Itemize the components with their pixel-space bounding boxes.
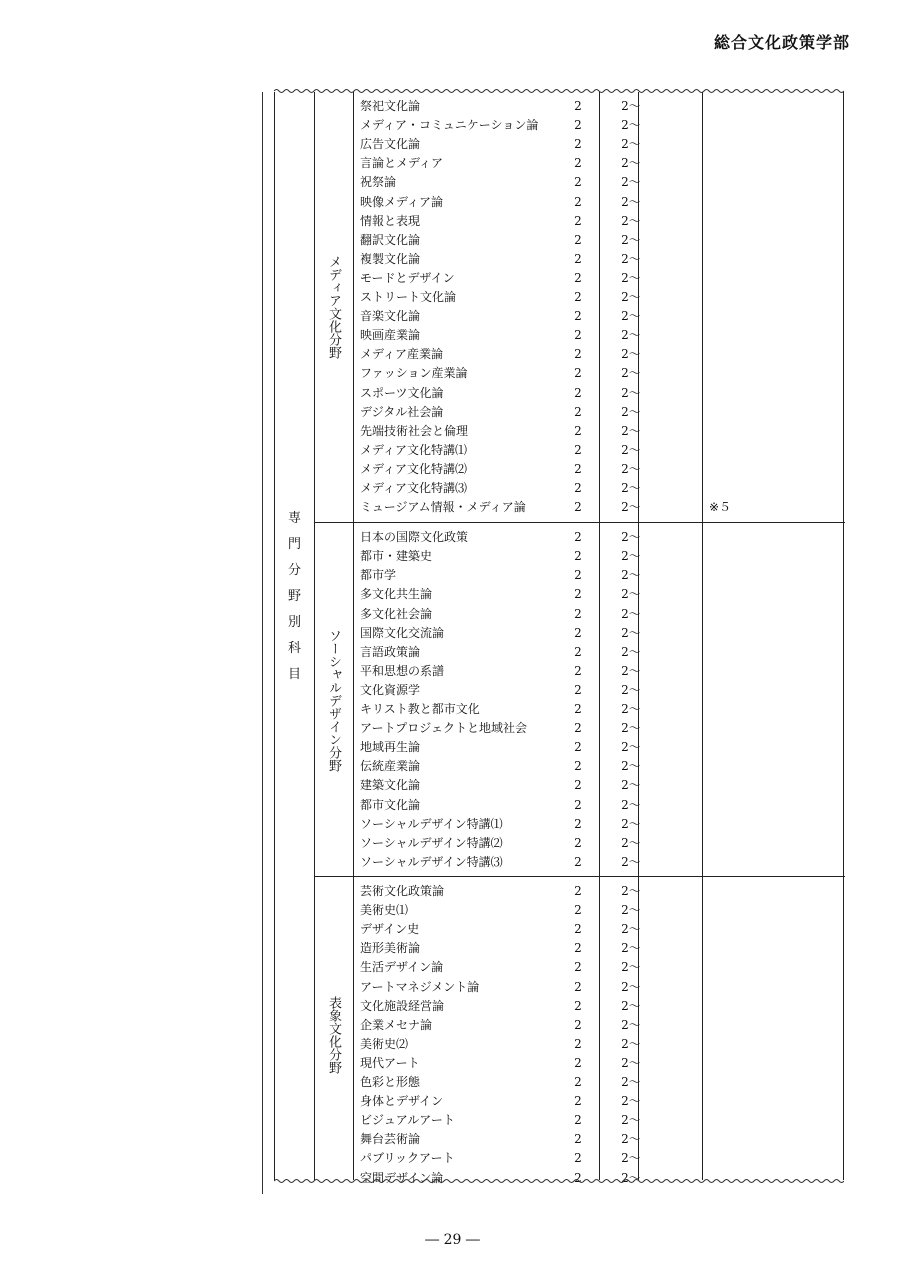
course-credit: 2 [574, 481, 582, 495]
course-year: 2～ [621, 1036, 641, 1051]
course-year: 2～ [621, 251, 641, 266]
course-year: 2～ [621, 1151, 641, 1166]
course-name: 舞台芸術論 [360, 1132, 421, 1147]
course-year: 2～ [621, 385, 641, 400]
course-name: 映画産業論 [360, 328, 421, 343]
course-name: 都市文化論 [360, 797, 421, 812]
course-year: 2～ [621, 270, 641, 285]
course-year: 2～ [621, 442, 641, 457]
course-year: 2～ [621, 137, 641, 152]
table-row [314, 700, 845, 719]
course-credit: 2 [574, 270, 582, 285]
course-name: 多文化社会論 [360, 606, 433, 621]
table-row [314, 441, 845, 460]
course-year: 2～ [621, 835, 641, 850]
course-credit: 2 [574, 137, 582, 152]
course-credit: 2 [574, 1170, 582, 1185]
table-row [314, 624, 845, 643]
course-name: ミュージアム情報・メディア論 [360, 500, 526, 515]
table-row [314, 1073, 845, 1092]
course-credit: 2 [574, 702, 582, 717]
table-row [314, 853, 845, 872]
course-credit: 2 [574, 1055, 582, 1070]
course-credit: 2 [574, 1036, 582, 1051]
table-row [314, 978, 845, 997]
table-grid [274, 92, 844, 1185]
course-year: 2～ [621, 461, 641, 476]
course-name: 言語政策論 [360, 644, 421, 659]
course-year: 2～ [621, 1055, 641, 1070]
course-credit: 2 [574, 309, 582, 324]
course-year: 2～ [621, 778, 641, 793]
course-name: モードとデザイン [360, 270, 455, 285]
table-row [314, 422, 845, 441]
category-label [275, 92, 314, 1180]
table-row [314, 528, 845, 547]
course-name: 空間デザイン論 [360, 1170, 444, 1185]
course-name: 生活デザイン論 [360, 960, 444, 975]
table-row [314, 920, 845, 939]
course-year: 2～ [621, 960, 641, 975]
table-row [314, 566, 845, 585]
course-year: 2～ [621, 854, 641, 869]
course-credit: 2 [574, 922, 582, 937]
course-year: 2～ [621, 1075, 641, 1089]
course-year: 2～ [621, 816, 641, 831]
section-1 [314, 92, 845, 522]
course-name: 美術史⑵ [360, 1036, 409, 1051]
course-credit: 2 [574, 587, 582, 602]
page-number: ― 29 ― [425, 1232, 480, 1248]
course-credit: 2 [574, 1094, 582, 1109]
course-year: 2～ [621, 740, 641, 755]
course-name: キリスト教と都市文化 [360, 702, 480, 717]
course-name: 芸術文化政策論 [360, 884, 445, 898]
course-year: 2～ [621, 721, 641, 736]
course-year: 2～ [621, 797, 641, 812]
course-year: 2～ [621, 941, 641, 956]
course-name: メディア文化特講⑴ [360, 442, 468, 457]
course-credit: 2 [574, 290, 582, 304]
course-name: 複製文化論 [360, 251, 421, 266]
course-year: 2～ [621, 568, 641, 583]
course-year: 2～ [621, 175, 641, 190]
table-row [314, 403, 845, 422]
course-name: ソーシャルデザイン特講⑶ [360, 854, 503, 869]
faculty-header: 総合文化政策学部 [713, 33, 850, 52]
course-year: 2～ [621, 587, 641, 602]
table-row [314, 547, 845, 566]
course-year: 2～ [621, 759, 641, 774]
table-row [314, 154, 845, 173]
course-year: 2～ [621, 309, 641, 324]
course-name: 伝統産業論 [360, 759, 421, 774]
course-year: 2～ [621, 549, 641, 564]
course-name: 建築文化論 [360, 778, 421, 793]
course-name: 先端技術社会と倫理 [360, 423, 469, 438]
category-char: 科 [287, 641, 301, 656]
course-year: 2～ [621, 423, 641, 438]
table-row [314, 1149, 845, 1168]
course-name: 色彩と形態 [360, 1075, 421, 1089]
course-year: 2～ [621, 404, 641, 419]
course-credit: 2 [574, 759, 582, 774]
course-year: 2～ [621, 922, 641, 937]
course-name: 広告文化論 [360, 137, 421, 152]
course-name: 都市・建築史 [360, 549, 433, 564]
course-year: 2～ [621, 1113, 641, 1128]
course-year: 2～ [621, 328, 641, 343]
table-row [314, 364, 845, 383]
table-row [314, 116, 845, 135]
course-year: 2～ [621, 1170, 641, 1185]
course-name: ビジュアルアート [360, 1113, 455, 1128]
table-row [314, 776, 845, 795]
course-year: 2～ [621, 99, 641, 113]
course-credit: 2 [574, 998, 582, 1013]
course-name: 国際文化交流論 [360, 625, 445, 640]
course-year: 2～ [621, 644, 641, 659]
course-year: 2～ [621, 903, 641, 918]
course-year: 2～ [621, 702, 641, 717]
course-credit: 2 [574, 797, 582, 812]
course-name: 現代アート [360, 1055, 420, 1070]
course-year: 2～ [621, 530, 641, 545]
course-credit: 2 [574, 366, 582, 381]
course-credit: 2 [574, 156, 582, 171]
course-year: 2～ [621, 500, 641, 515]
course-name: 祭祀文化論 [360, 99, 421, 113]
category-char: 門 [287, 537, 301, 552]
course-year: 2～ [621, 290, 641, 304]
course-credit: 2 [574, 385, 582, 400]
course-name: パブリックアート [360, 1151, 455, 1166]
course-credit: 2 [574, 194, 582, 209]
course-year: 2～ [621, 625, 641, 640]
category-char: 専 [287, 511, 301, 526]
course-year: 2～ [621, 998, 641, 1013]
course-credit: 2 [574, 663, 582, 678]
course-year: 2～ [621, 663, 641, 678]
course-name: メディア文化特講⑵ [360, 461, 468, 476]
table-row [314, 479, 845, 498]
table-row [314, 498, 845, 517]
course-credit: 2 [574, 213, 582, 228]
course-name: デザイン史 [360, 922, 420, 937]
course-table [274, 88, 844, 1184]
table-row [314, 585, 845, 604]
category-char: 野 [287, 589, 301, 604]
course-year: 2～ [621, 194, 641, 209]
course-name: メディア文化特講⑶ [360, 481, 468, 495]
table-row [314, 882, 845, 901]
table-row [314, 997, 845, 1016]
table-row [314, 681, 845, 700]
table-row [314, 173, 845, 192]
course-year: 2～ [621, 682, 641, 697]
table-row [314, 738, 845, 757]
course-credit: 2 [574, 549, 582, 564]
course-note: ※５ [709, 500, 732, 515]
course-name: 美術史⑴ [360, 903, 409, 918]
course-credit: 2 [574, 960, 582, 975]
course-year: 2～ [621, 606, 641, 621]
course-name: 音楽文化論 [360, 309, 421, 324]
course-name: 言論とメディア [360, 156, 444, 171]
table-row [314, 834, 845, 853]
table-row [314, 231, 845, 250]
course-credit: 2 [574, 442, 582, 457]
table-row [314, 1016, 845, 1035]
course-name: デジタル社会論 [360, 404, 444, 419]
section-2 [314, 522, 845, 876]
section-label: メディア文化分野 [326, 255, 341, 360]
course-name: ストリート文化論 [360, 290, 457, 304]
course-name: 映像メディア論 [360, 194, 444, 209]
course-credit: 2 [574, 423, 582, 438]
course-credit: 2 [574, 740, 582, 755]
course-credit: 2 [574, 232, 582, 247]
course-name: ソーシャルデザイン特講⑴ [360, 816, 503, 831]
course-year: 2～ [621, 1017, 641, 1032]
course-name: 情報と表現 [360, 213, 421, 228]
course-credit: 2 [574, 903, 582, 918]
course-credit: 2 [574, 1151, 582, 1166]
table-row [314, 460, 845, 479]
course-credit: 2 [574, 404, 582, 419]
section-3 [314, 876, 845, 1192]
course-credit: 2 [574, 568, 582, 583]
course-credit: 2 [574, 1017, 582, 1032]
course-name: ファッション産業論 [360, 366, 468, 381]
course-year: 2～ [621, 118, 641, 133]
course-year: 2～ [621, 213, 641, 228]
course-credit: 2 [574, 644, 582, 659]
course-year: 2～ [621, 156, 641, 171]
course-name: アートプロジェクトと地域社会 [360, 721, 528, 736]
table-row [314, 939, 845, 958]
course-credit: 2 [574, 816, 582, 831]
course-credit: 2 [574, 606, 582, 621]
section-label: ソーシャルデザイン分野 [326, 628, 341, 772]
section-label: 表象文化分野 [326, 995, 341, 1074]
course-name: メディア・コミュニケーション論 [360, 118, 539, 133]
course-credit: 2 [574, 979, 582, 994]
course-name: 身体とデザイン [360, 1094, 444, 1109]
table-row [314, 719, 845, 738]
course-name: 文化施設経営論 [360, 998, 445, 1013]
course-name: 日本の国際文化政策 [360, 530, 469, 545]
course-year: 2～ [621, 481, 641, 495]
table-row [314, 1054, 845, 1073]
course-credit: 2 [574, 530, 582, 545]
course-credit: 2 [574, 682, 582, 697]
course-credit: 2 [574, 941, 582, 956]
course-credit: 2 [574, 328, 582, 343]
course-credit: 2 [574, 1075, 582, 1089]
course-credit: 2 [574, 347, 582, 362]
course-credit: 2 [574, 99, 582, 113]
course-name: 多文化共生論 [360, 587, 433, 602]
category-char: 目 [287, 667, 301, 682]
course-credit: 2 [574, 1113, 582, 1128]
table-row [314, 796, 845, 815]
table-row [314, 958, 845, 977]
table-row [314, 815, 845, 834]
table-row [314, 605, 845, 624]
table-row [314, 643, 845, 662]
table-row [314, 662, 845, 681]
course-year: 2～ [621, 232, 641, 247]
course-name: 文化資源学 [360, 682, 421, 697]
table-row [314, 212, 845, 231]
table-row [314, 269, 845, 288]
course-credit: 2 [574, 625, 582, 640]
course-credit: 2 [574, 251, 582, 266]
table-row [314, 97, 845, 116]
course-name: 企業メセナ論 [360, 1017, 433, 1032]
table-row [314, 193, 845, 212]
course-credit: 2 [574, 461, 582, 476]
table-row [314, 1035, 845, 1054]
course-name: 地域再生論 [360, 740, 421, 755]
table-row [314, 288, 845, 307]
table-row [314, 135, 845, 154]
course-name: 翻訳文化論 [360, 232, 421, 247]
course-year: 2～ [621, 366, 641, 381]
table-row [314, 1092, 845, 1111]
course-name: 祝祭論 [360, 175, 397, 190]
table-row [314, 901, 845, 920]
table-row [314, 1111, 845, 1130]
course-name: 平和思想の系譜 [360, 663, 445, 678]
course-credit: 2 [574, 500, 582, 515]
category-char: 別 [287, 615, 301, 630]
course-year: 2～ [621, 1094, 641, 1109]
table-row [314, 345, 845, 364]
table-row [314, 307, 845, 326]
course-year: 2～ [621, 1132, 641, 1147]
course-name: メディア産業論 [360, 347, 444, 362]
margin-rule [262, 92, 263, 1194]
course-credit: 2 [574, 1132, 582, 1147]
course-credit: 2 [574, 118, 582, 133]
course-credit: 2 [574, 854, 582, 869]
table-row [314, 757, 845, 776]
table-row [314, 326, 845, 345]
course-name: 造形美術論 [360, 941, 421, 956]
course-year: 2～ [621, 347, 641, 362]
course-name: ソーシャルデザイン特講⑵ [360, 835, 503, 850]
table-row [314, 384, 845, 403]
table-bottom-wavy-border [274, 1178, 844, 1184]
course-name: 都市学 [360, 568, 397, 583]
course-credit: 2 [574, 721, 582, 736]
table-row [314, 1130, 845, 1149]
course-credit: 2 [574, 175, 582, 190]
course-name: アートマネジメント論 [360, 979, 480, 994]
course-name: スポーツ文化論 [360, 385, 444, 400]
course-credit: 2 [574, 884, 582, 898]
course-year: 2～ [621, 979, 641, 994]
course-year: 2～ [621, 884, 641, 898]
course-credit: 2 [574, 835, 582, 850]
table-row [314, 250, 845, 269]
category-char: 分 [287, 563, 301, 578]
course-credit: 2 [574, 778, 582, 793]
